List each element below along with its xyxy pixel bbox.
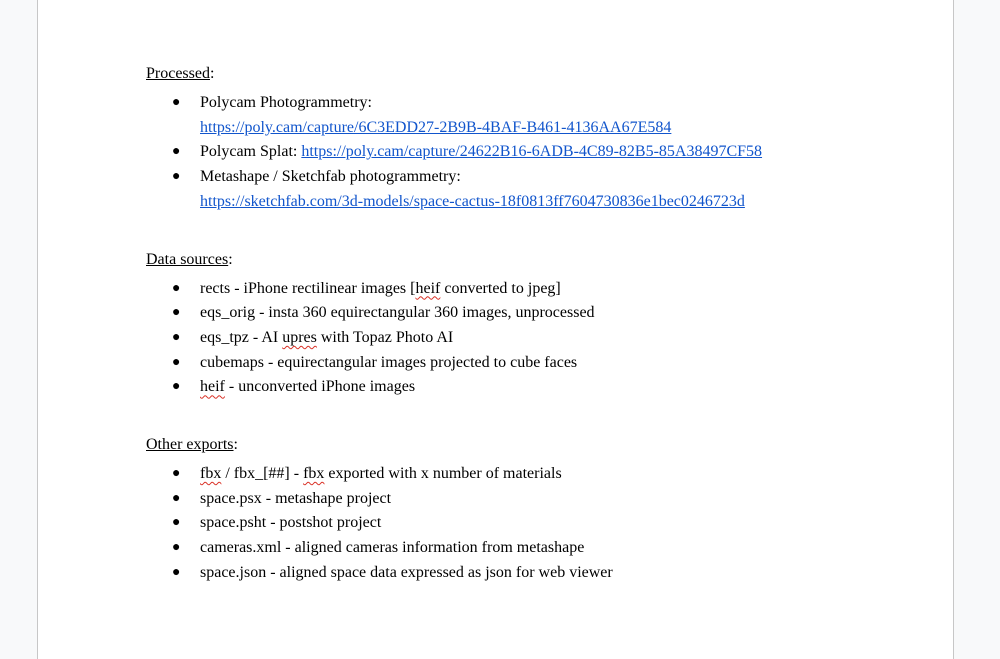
list-item: ● rects - iPhone rectilinear images [heif converted to jpeg]	[146, 277, 906, 302]
bullet-icon: ●	[172, 515, 181, 531]
document-body	[146, 62, 906, 586]
section-processed	[146, 62, 906, 215]
bullet-icon: ●	[172, 540, 181, 556]
spellcheck-word[interactable]: fbx	[303, 465, 325, 483]
data-sources-list	[146, 277, 906, 401]
bullet-icon: ●	[172, 490, 181, 506]
list-item: ● heif - unconverted iPhone images	[146, 375, 906, 400]
list-item: ● cubemaps - equirectangular images projected to cube faces	[146, 351, 906, 376]
bullet-icon: ●	[172, 379, 181, 395]
spellcheck-word[interactable]: heif	[200, 378, 225, 396]
processed-list	[146, 91, 906, 215]
list-item: ● space.json - aligned space data expressed as json for web viewer	[146, 561, 906, 586]
bullet-icon: ●	[172, 354, 181, 370]
list-item: ● Polycam Photogrammetry: https://poly.cam/capture/6C3EDD27-2B9B-4BAF-B461-4136AA67E584	[146, 91, 906, 140]
spellcheck-word[interactable]: upres	[282, 328, 317, 346]
spellcheck-word[interactable]: heif	[415, 279, 441, 297]
spellcheck-word[interactable]: fbx	[200, 465, 222, 483]
section-heading: Processed:	[146, 65, 215, 82]
list-item: ● space.psx - metashape project	[146, 487, 906, 512]
list-item: ● fbx / fbx_[##] - fbx exported with x number of materials	[146, 462, 906, 487]
other-exports-list	[146, 462, 906, 586]
section-other-exports	[146, 433, 906, 586]
document-page	[37, 0, 954, 659]
polycam-photogrammetry-link[interactable]: https://poly.cam/capture/6C3EDD27-2B9B-4BAF-B461-4136AA67E584	[200, 118, 672, 136]
list-item: ● eqs_tpz - AI upres with Topaz Photo AI	[146, 326, 906, 351]
polycam-splat-link[interactable]: https://poly.cam/capture/24622B16-6ADB-4C89-82B5-85A38497CF58	[301, 143, 763, 161]
bullet-icon: ●	[172, 564, 181, 580]
section-data-sources	[146, 248, 906, 401]
list-item: ● cameras.xml - aligned cameras information from metashape	[146, 536, 906, 561]
bullet-icon: ●	[172, 305, 181, 321]
sketchfab-link[interactable]: https://sketchfab.com/3d-models/space-cactus-18f0813ff7604730836e1bec0246723d	[200, 192, 745, 210]
section-heading: Data sources:	[146, 250, 233, 268]
list-item: ● Metashape / Sketchfab photogrammetry: https://sketchfab.com/3d-models/space-cactus-18f0813ff7604730836e1bec0246723d	[146, 165, 906, 214]
bullet-icon: ●	[172, 280, 181, 296]
list-item: ● space.psht - postshot project	[146, 511, 906, 536]
list-item: ● eqs_orig - insta 360 equirectangular 360 images, unprocessed	[146, 301, 906, 326]
bullet-icon: ●	[172, 329, 181, 345]
bullet-icon: ●	[172, 466, 181, 482]
bullet-icon: ●	[172, 144, 181, 160]
bullet-icon: ●	[172, 169, 181, 185]
list-item: ● Polycam Splat: https://poly.cam/capture/24622B16-6ADB-4C89-82B5-85A38497CF58	[146, 140, 906, 165]
section-heading: Other exports:	[146, 436, 238, 454]
bullet-icon: ●	[172, 95, 181, 110]
